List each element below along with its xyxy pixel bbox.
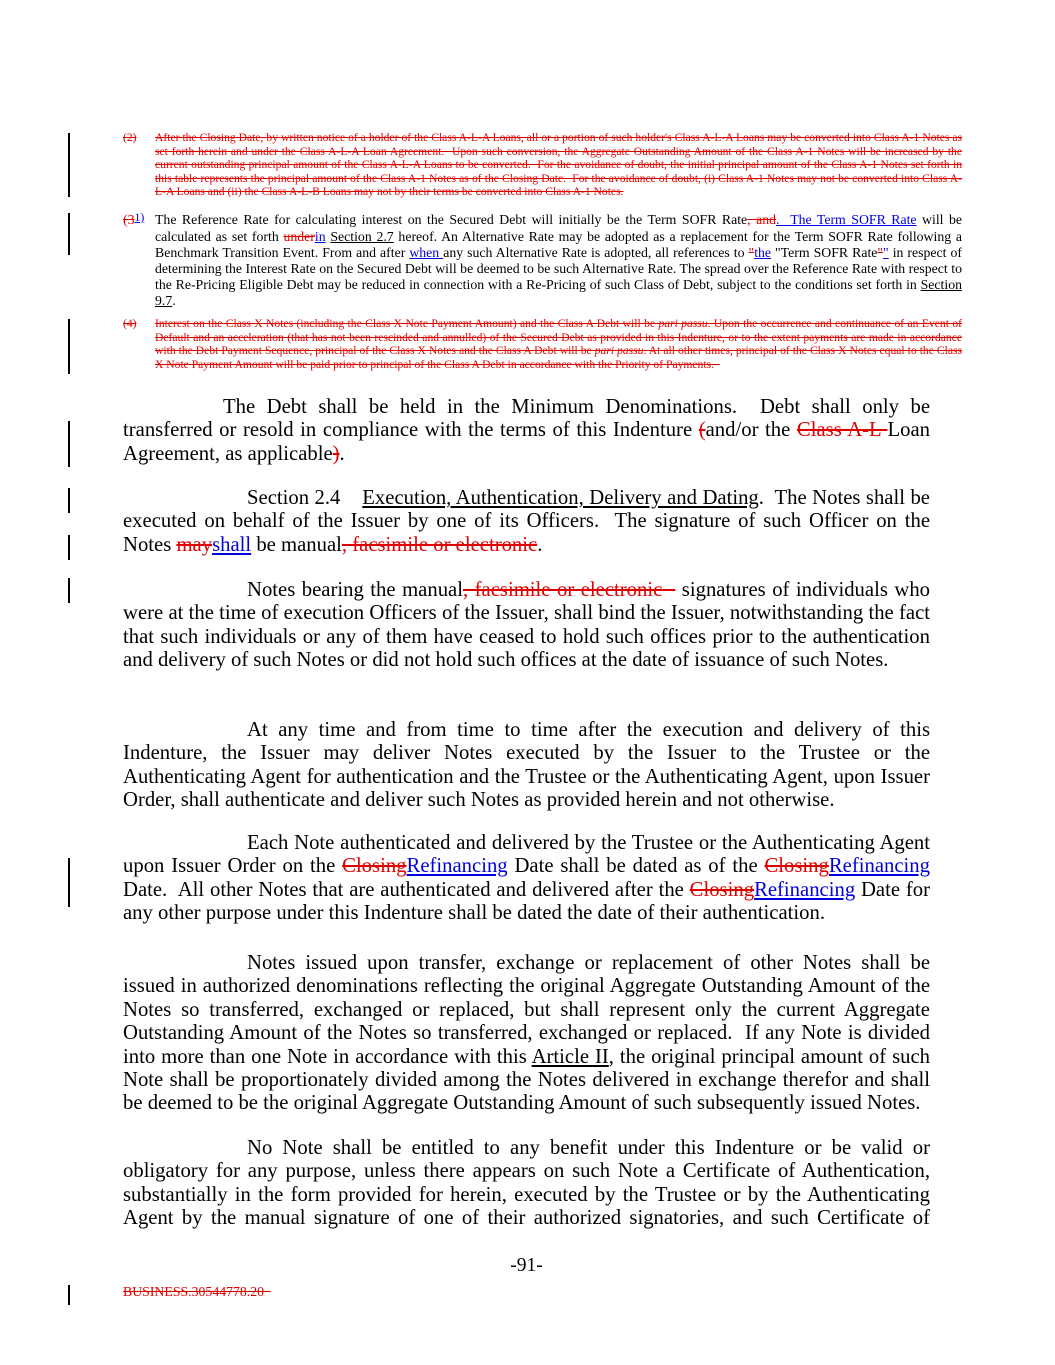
text-run — [340, 487, 362, 509]
text-run: Section 2.4 — [247, 487, 341, 509]
deleted-text: ( — [698, 419, 706, 442]
text-run: "Term SOFR Rate — [771, 244, 878, 260]
change-bar — [68, 213, 70, 255]
change-bar — [68, 858, 70, 907]
text-run: Notes bearing the manual — [247, 579, 463, 601]
body-paragraph-notes-issued — [123, 952, 930, 1116]
text-run: , the original principal amount of such Note shall be proportionately divided among the Notes delivered in exchange therefor and shall be deemed to be the original Aggregate Outstanding Amount of such subsequently issued Notes. — [123, 1045, 930, 1115]
change-bar — [68, 421, 70, 467]
body-paragraph-no-note — [123, 1137, 930, 1231]
deleted-text: , and — [747, 212, 777, 227]
text-run: No Note shall be entitled to any benefit under this Indenture or be valid or obligatory for any purpose, unless there appears on such Note a Certificate of Authentication, substantially in the form provided for herein, executed by the Trustee or by the Authenticating Agent by the manual signature of one of their authorized signatories, and such Certificate of — [123, 1137, 930, 1230]
footer-doc-id: BUSINESS.30544778.20 — [123, 1284, 265, 1299]
change-bar — [68, 133, 70, 197]
change-bar — [68, 488, 70, 513]
footer — [123, 1284, 930, 1300]
text-run: The Reference Rate for calculating interest on the Secured Debt will initially be the Term SOFR Rate — [155, 212, 748, 227]
text-run: Loan Agreement, as applicable — [123, 419, 931, 465]
text-run: The Debt shall be held in the Minimum Denominations. Debt shall only be transferred or resold in compliance with the terms of this Indenture — [123, 396, 930, 442]
deleted-text: , facsimile or electronic — [462, 579, 663, 601]
footnote-4 — [123, 317, 962, 371]
inserted-text: Refinancing — [828, 855, 930, 878]
deleted-text: (3 — [123, 212, 135, 227]
deleted-text: Closing — [689, 878, 755, 901]
deleted-text: After the Closing Date, by written notice of a holder of the Class A-L-A Loans, all or a portion of such holder's Class A-L-A Loans may be converted into Class A-1 Notes as set forth herein and under the Class A-L-A Loan Agreement. Upon such conversion, the Aggregate Outstanding Amount of the Class A-1 Notes will be increased by the current outstanding principal amount of the Class A-L-A Loans to be converted. For the avoidance of doubt, the initial principal amount of the Class A-1 Notes set forth in this table represents the principal amount of the Class A-1 Notes as of the Closing Date. For the avoidance of doubt, (i) Class A-1 Notes may not be converted into Class A-L-A Loans and (ii) the Class A-L-B Loans may not by their terms be converted into Class A-1 Notes. — [155, 131, 962, 198]
footnote-2 — [123, 131, 962, 199]
change-bar — [68, 578, 70, 603]
change-bar — [68, 1285, 70, 1305]
body-paragraph-notes-bearing — [123, 579, 930, 673]
text-run: At any time and from time to time after the execution and delivery of this Indenture, the Issuer may deliver Notes executed by the Issuer to the Trustee or the Authenticating Agent for authentication and the Trustee or the Authenticating Agent, upon Issuer Order, shall authenticate and deliver such Notes as provided herein and not otherwise. — [123, 719, 930, 812]
inserted-text: shall — [212, 533, 252, 556]
underlined-text: Article II — [531, 1045, 609, 1068]
text-run: hereof. An Alternative Rate may be adopted as a replacement for the Term SOFR Rate following a Benchmark Transition Event. From and after — [155, 228, 962, 260]
deleted-text: pari passu — [594, 344, 644, 357]
footnote-3 — [123, 212, 962, 308]
text-run: . — [537, 533, 543, 556]
text-run: and/or the — [705, 419, 797, 442]
deleted-text: (2) — [123, 131, 137, 144]
deleted-text: Interest on the Class X Notes (including the Class X Note Payment Amount) and the Class A Debt will be — [155, 317, 659, 330]
body-paragraph-minimum-denominations — [123, 396, 930, 466]
body-paragraph-each-note — [123, 832, 930, 926]
inserted-text: . The Term SOFR Rate — [776, 212, 917, 227]
deleted-text: , facsimile or electronic — [341, 533, 538, 556]
body-paragraph-section-2-4 — [123, 487, 930, 557]
text-run: Notes issued upon transfer, exchange or replacement of other Notes shall be issued in authorized denominations reflecting the original Aggregate Outstanding Amount of the Notes so transferred, exchanged or replaced, but shall represent only the current Aggregate Outstanding Amount of the Notes so transferred, exchanged or replaced. If any Note is divided into more than one Note in accordance with this — [123, 952, 930, 1068]
inserted-text: the — [754, 244, 772, 260]
inserted-text: Refinancing — [406, 855, 508, 878]
body-paragraph-at-any-time — [123, 719, 930, 813]
deleted-text: (4) — [123, 317, 137, 330]
text-run: will be calculated as set forth — [155, 212, 962, 244]
underlined-text: Section 2.7 — [330, 228, 394, 244]
text-run: . — [339, 442, 345, 465]
change-bar — [68, 319, 70, 374]
inserted-text: " — [883, 244, 889, 260]
deleted-text: " — [877, 244, 884, 260]
text-run: Each Note authenticated and delivered by the Trustee or the Authenticating Agent upon Issuer Order on the — [123, 832, 930, 878]
deleted-text: " — [748, 244, 755, 260]
deleted-text: . At all other times, principal of the Class X Notes equal to the Class X Note Payment Amount will be paid prior to principal of the Class A Debt in accordance with the Priority of Payments. — [155, 344, 963, 371]
deleted-text: Class A-L — [796, 419, 888, 442]
deleted-text: ) — [332, 442, 340, 465]
inserted-text: in — [314, 228, 326, 244]
deleted-text: . Upon the occurrence and continuance of an Event of Default and an acceleration (that has not been rescinded and annulled) of the Secured Debt as provided in this Indenture, or to the extent payments are made in accordance with the Debt Payment Sequence, principal of the Class X Notes and the Class A Debt will be — [155, 317, 962, 357]
deleted-text: Closing — [764, 855, 829, 878]
inserted-text: 1) — [134, 211, 145, 224]
page-number: -91- — [510, 1255, 543, 1276]
deleted-text: under — [283, 228, 315, 244]
footnote-number — [123, 131, 155, 145]
text-run: signatures of individuals who were at the time of execution Officers of the Issuer, shall bind the Issuer, notwithstanding the fact that such individuals or any of them have ceased to hold such offices prior to the authentication and delivery of such Notes or did not hold such offices at the date of issuance of such Notes. — [123, 579, 931, 672]
footnote-number — [123, 212, 155, 229]
deleted-text: may — [176, 533, 213, 556]
text-run: Date shall be dated as of the — [507, 855, 765, 878]
text-run: . The Notes shall be executed on behalf of the Issuer by one of its Officers. The signature of such Officer on the Notes — [123, 487, 930, 556]
footnote-number — [123, 317, 155, 331]
text-run: any such Alternative Rate is adopted, all references to — [443, 244, 749, 260]
text-run: . — [172, 292, 176, 308]
text-run: be manual — [251, 533, 342, 556]
deleted-text: Closing — [342, 855, 407, 878]
deleted-text: pari passu — [658, 317, 708, 330]
change-bar — [68, 535, 70, 560]
text-run: in respect of determining the Interest Rate on the Secured Debt will be deemed to be such Alternative Rate. The spread over the Reference Rate with respect to the Re-Pricing Eligible Debt may be reduced in connection with a Re-Pricing of such Class of Debt, subject to the conditions set forth in — [155, 244, 962, 292]
text-run: Date. All other Notes that are authenticated and delivered after the — [123, 878, 690, 901]
underlined-text: Execution, Authentication, Delivery and Dating — [362, 487, 759, 509]
text-run: Date for any other purpose under this Indenture shall be dated the date of their authentication. — [123, 878, 930, 925]
underlined-text: Section 9.7 — [155, 276, 962, 308]
inserted-text: when — [409, 244, 444, 260]
inserted-text: Refinancing — [754, 878, 856, 901]
